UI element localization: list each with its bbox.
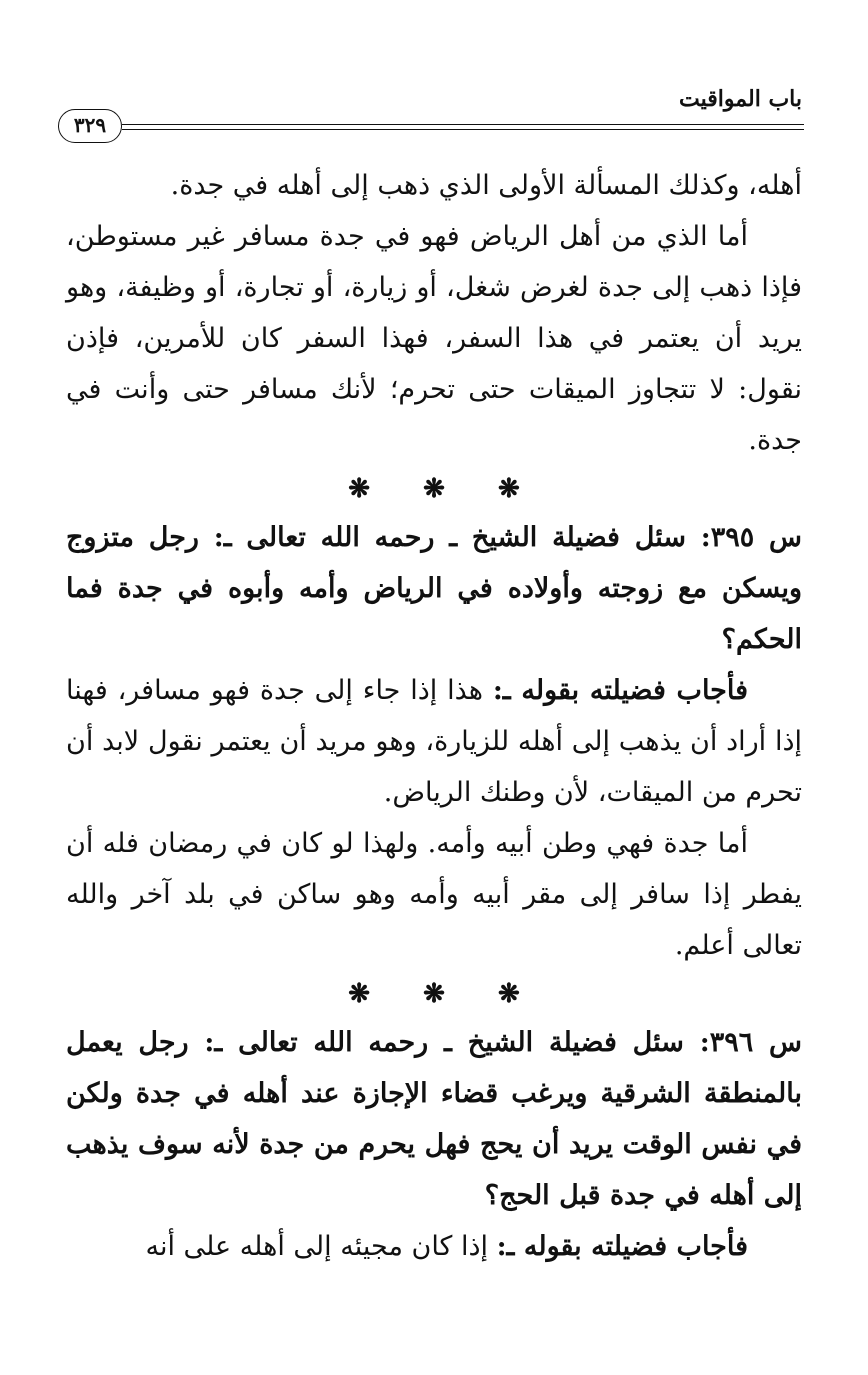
star-ornament: ❋	[423, 979, 445, 1009]
page-number: ٣٢٩	[58, 109, 122, 143]
answer-text: إذا كان مجيئه إلى أهله على أنه	[145, 1231, 497, 1262]
answer-395-continued: أما جدة فهي وطن أبيه وأمه. ولهذا لو كان في رمضان فله أن يفطر إذا سافر إلى مقر أبيه وأمه وهو ساكن في بلد آخر والله تعالى أعلم.	[66, 828, 802, 961]
star-ornament: ❋	[348, 474, 371, 504]
question-396: س ٣٩٦: سئل فضيلة الشيخ ـ رحمه الله تعالى ـ: رجل يعمل بالمنطقة الشرقية ويرغب قضاء الإجازة عند أهله في جدة ولكن في نفس الوقت يريد أن يحج فهل يحرم من جدة لأنه سوف يذهب إلى أهله في جدة قبل الحج؟	[66, 1027, 802, 1211]
header-rule-second	[122, 129, 804, 130]
page-body	[66, 160, 802, 1272]
star-ornament: ❋	[423, 474, 445, 504]
answer-text: هذا إذا جاء إلى جدة فهو مسافر، فهنا إذا أراد أن يذهب إلى أهله للزيارة، وهو مريد أن يعتمر نقول لابد أن تحرم من الميقات، لأن وطنك الرياض.	[66, 675, 802, 808]
answer-label: فأجاب فضيلته بقوله ـ:	[492, 675, 748, 706]
chapter-title: باب المواقيت	[679, 86, 802, 112]
header-rule	[122, 124, 804, 125]
answer-395	[66, 665, 802, 818]
star-ornament: ❋	[497, 474, 520, 504]
answer-label: فأجاب فضيلته بقوله ـ:	[496, 1231, 748, 1262]
question-395: س ٣٩٥: سئل فضيلة الشيخ ـ رحمه الله تعالى ـ: رجل متزوج ويسكن مع زوجته وأولاده في الرياض وأمه وأبوه في جدة فما الحكم؟	[66, 522, 802, 655]
paragraph-continuation: أهله، وكذلك المسألة الأولى الذي ذهب إلى أهله في جدة.	[170, 170, 802, 201]
star-ornament: ❋	[348, 979, 371, 1009]
star-ornament: ❋	[497, 979, 520, 1009]
answer-396	[66, 1221, 802, 1272]
paragraph-riyadh-resident: أما الذي من أهل الرياض فهو في جدة مسافر غير مستوطن، فإذا ذهب إلى جدة لغرض شغل، أو زيارة، أو تجارة، أو وظيفة، وهو يريد أن يعتمر في هذا السفر، فهذا السفر كان للأمرين، فإذن نقول: لا تتجاوز الميقات حتى تحرم؛ لأنك مسافر حتى وأنت في جدة.	[66, 221, 802, 456]
section-separator	[66, 466, 802, 512]
section-separator	[66, 971, 802, 1017]
